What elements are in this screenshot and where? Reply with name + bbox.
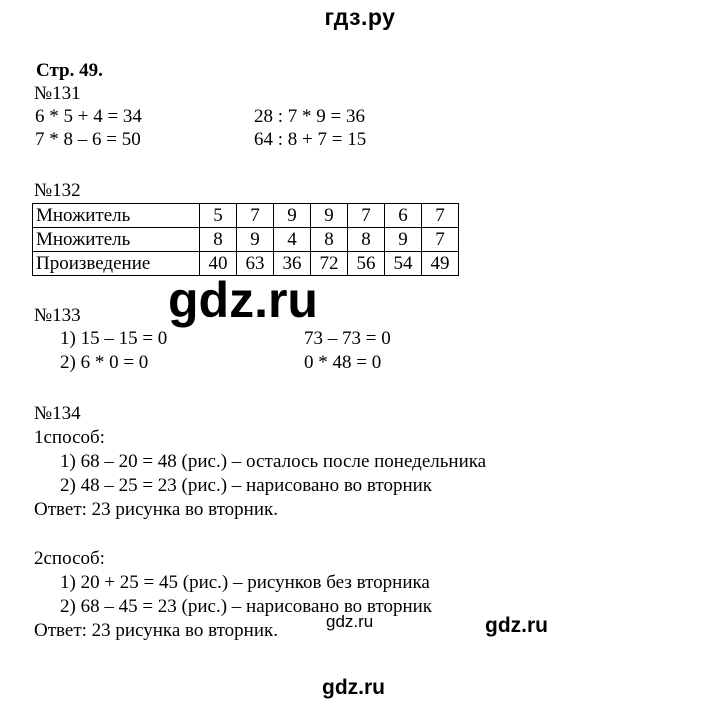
watermark-gdz-right: gdz.ru: [485, 614, 548, 637]
site-header-title: гдз.ру: [324, 4, 396, 30]
way-2-step-2: 2) 68 – 45 = 23 (рис.) – нарисовано во вторник: [60, 596, 433, 617]
table-cell: 63: [237, 252, 274, 276]
table-cell: 54: [385, 252, 422, 276]
table-cell: 9: [237, 228, 274, 252]
table-cell: 56: [348, 252, 385, 276]
table-cell: 7: [422, 228, 459, 252]
table-cell: 7: [237, 204, 274, 228]
table-row: [33, 228, 459, 252]
way-1-step-2: 2) 48 – 25 = 23 (рис.) – нарисовано во вторник: [60, 475, 433, 496]
exercise-131-right-1: 28 : 7 * 9 = 36: [254, 106, 365, 127]
watermark-gdz-small: gdz.ru: [326, 612, 374, 631]
row-label: Произведение: [33, 252, 200, 276]
exercise-131-number: №131: [34, 83, 81, 104]
exercise-133-number: №133: [34, 305, 81, 326]
way-1-answer: Ответ: 23 рисунка во вторник.: [34, 499, 279, 520]
table-cell: 7: [348, 204, 385, 228]
exercise-131-right-2: 64 : 8 + 7 = 15: [254, 129, 367, 150]
way-2-title: 2способ:: [34, 548, 105, 569]
row-label: Множитель: [33, 204, 200, 228]
table-cell: 4: [274, 228, 311, 252]
table-cell: 8: [348, 228, 385, 252]
table-cell: 72: [311, 252, 348, 276]
way-1-title: 1способ:: [34, 427, 105, 448]
table-cell: 40: [200, 252, 237, 276]
table-cell: 6: [385, 204, 422, 228]
exercise-133-item-1-left: 1) 15 – 15 = 0: [60, 328, 168, 349]
exercise-131-left-1: 6 * 5 + 4 = 34: [35, 106, 142, 127]
table-cell: 49: [422, 252, 459, 276]
watermark-gdz-large: gdz.ru: [168, 272, 318, 328]
way-2-step-1: 1) 20 + 25 = 45 (рис.) – рисунков без вторника: [60, 572, 430, 593]
table-cell: 8: [200, 228, 237, 252]
table-row: [33, 204, 459, 228]
exercise-133-item-2-left: 2) 6 * 0 = 0: [60, 352, 149, 373]
table-cell: 8: [311, 228, 348, 252]
multiplication-table: [32, 203, 459, 276]
table-cell: 36: [274, 252, 311, 276]
exercise-133-item-2-right: 0 * 48 = 0: [304, 352, 382, 373]
watermark-gdz-bottom: gdz.ru: [322, 676, 385, 699]
table-cell: 9: [385, 228, 422, 252]
table-cell: 7: [422, 204, 459, 228]
page-label: Стр. 49.: [36, 60, 103, 81]
exercise-132-number: №132: [34, 180, 81, 201]
table-cell: 9: [311, 204, 348, 228]
row-label: Множитель: [33, 228, 200, 252]
way-2-answer: Ответ: 23 рисунка во вторник.: [34, 620, 279, 641]
exercise-131-left-2: 7 * 8 – 6 = 50: [35, 129, 141, 150]
table-cell: 5: [200, 204, 237, 228]
exercise-134-number: №134: [34, 403, 81, 424]
table-cell: 9: [274, 204, 311, 228]
exercise-133-item-1-right: 73 – 73 = 0: [304, 328, 391, 349]
way-1-step-1: 1) 68 – 20 = 48 (рис.) – осталось после понедельника: [60, 451, 487, 472]
